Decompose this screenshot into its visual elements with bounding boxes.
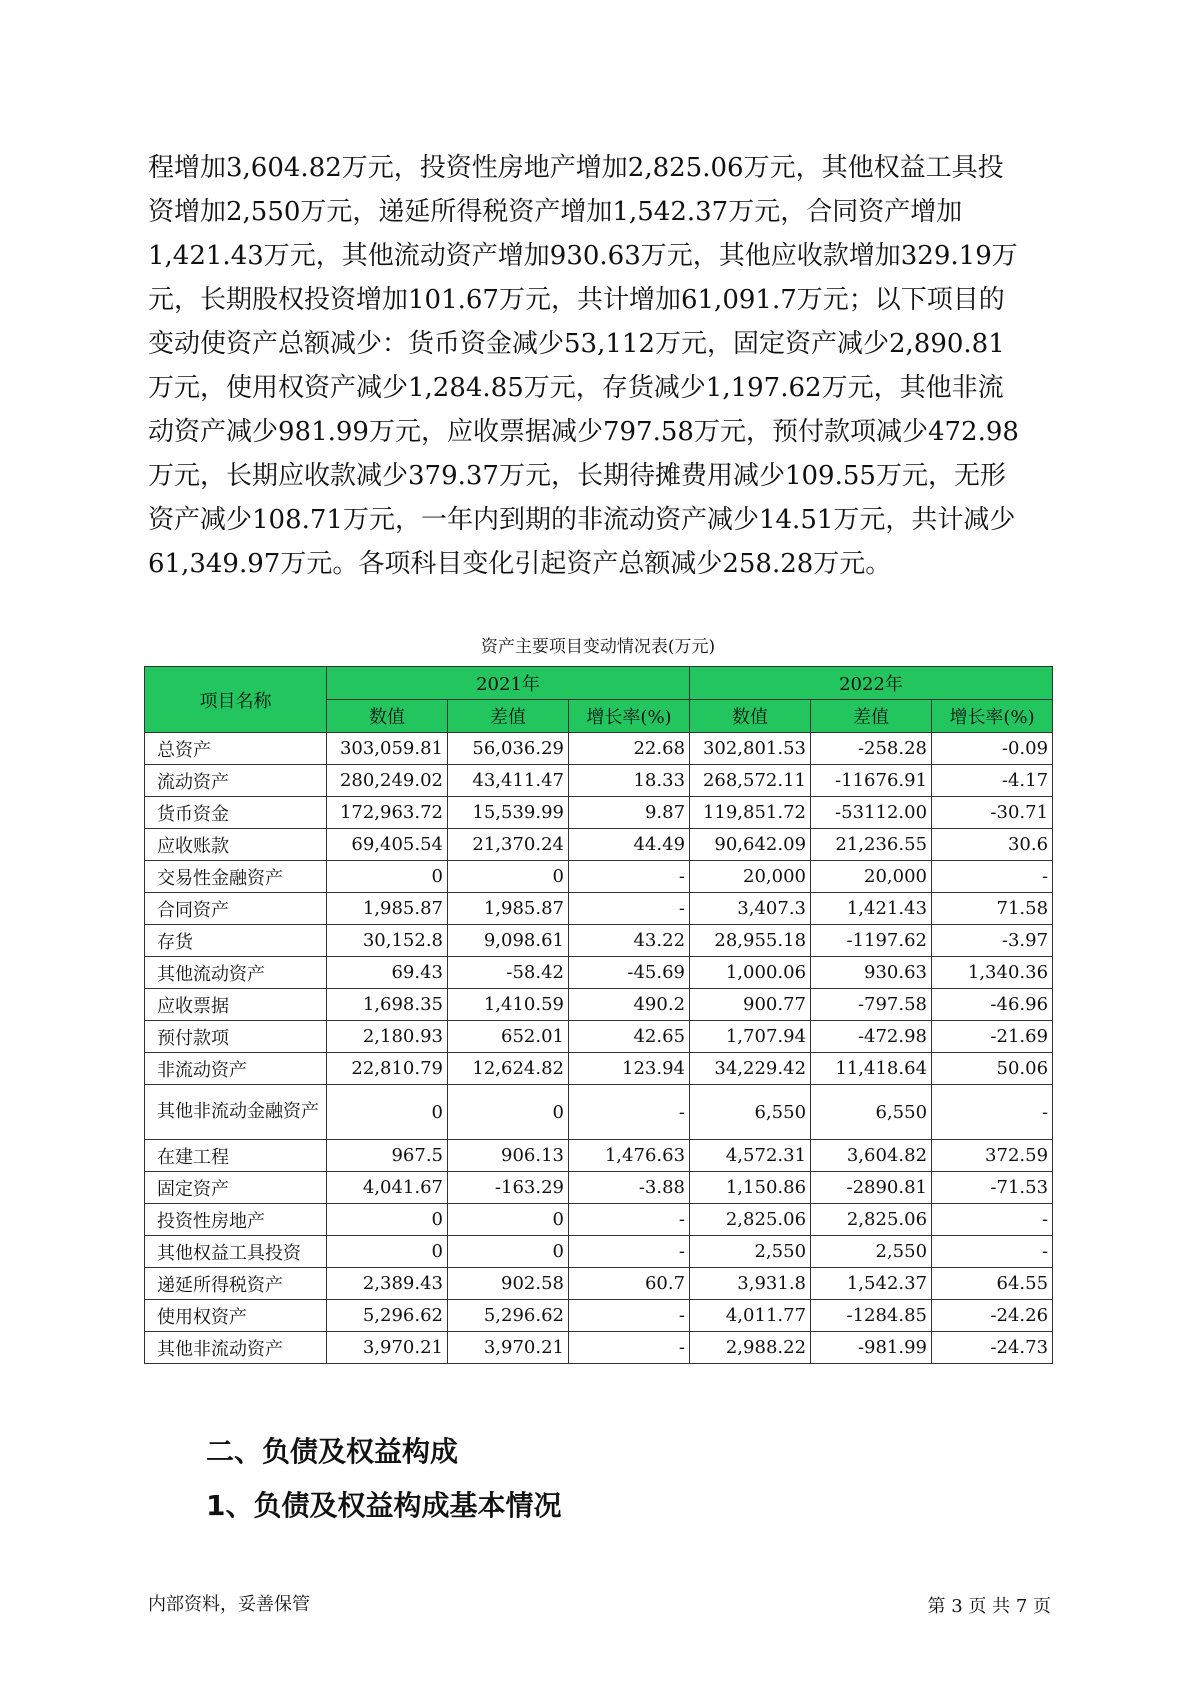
table-cell: 0	[327, 1204, 448, 1236]
table-cell: -1284.85	[811, 1300, 932, 1332]
table-cell: 3,407.3	[690, 893, 811, 925]
table-cell: -	[569, 1204, 690, 1236]
table-cell: 3,604.82	[811, 1140, 932, 1172]
table-cell: -24.26	[932, 1300, 1053, 1332]
row-item-name: 合同资产	[145, 893, 327, 925]
table-cell: 372.59	[932, 1140, 1053, 1172]
table-cell: 18.33	[569, 765, 690, 797]
table-cell: 71.58	[932, 893, 1053, 925]
row-item-name: 应收账款	[145, 829, 327, 861]
table-cell: 56,036.29	[448, 733, 569, 765]
table-cell: 1,707.94	[690, 1021, 811, 1053]
table-cell: 0	[448, 861, 569, 893]
table-cell: 0	[448, 1236, 569, 1268]
paragraph-line: 资增加2,550万元，递延所得税资产增加1,542.37万元，合同资产增加	[148, 197, 963, 227]
table-caption: 资产主要项目变动情况表(万元)	[480, 637, 716, 657]
table-cell: 2,550	[690, 1236, 811, 1268]
table-cell: 172,963.72	[327, 797, 448, 829]
table-cell: -	[569, 1300, 690, 1332]
table-cell: 906.13	[448, 1140, 569, 1172]
row-item-name: 货币资金	[145, 797, 327, 829]
table-cell: 0	[448, 1085, 569, 1140]
table-cell: 1,476.63	[569, 1140, 690, 1172]
table-cell: 15,539.99	[448, 797, 569, 829]
table-cell: 69.43	[327, 957, 448, 989]
table-cell: 30,152.8	[327, 925, 448, 957]
row-item-name: 总资产	[145, 733, 327, 765]
row-item-name: 存货	[145, 925, 327, 957]
table-header	[145, 667, 1053, 733]
row-item-name: 固定资产	[145, 1172, 327, 1204]
table-cell: 2,550	[811, 1236, 932, 1268]
table-cell: -53112.00	[811, 797, 932, 829]
table-row	[145, 1268, 1053, 1300]
table-cell: 9.87	[569, 797, 690, 829]
header-value: 数值	[327, 700, 448, 733]
row-item-name: 交易性金融资产	[145, 861, 327, 893]
table-cell: 930.63	[811, 957, 932, 989]
subsection-heading: 1、负债及权益构成基本情况	[206, 1489, 562, 1522]
table-cell: -	[569, 893, 690, 925]
table-cell: 1,698.35	[327, 989, 448, 1021]
table-cell: 0	[327, 861, 448, 893]
body-paragraph	[148, 146, 1048, 586]
table-cell: 0	[448, 1204, 569, 1236]
paragraph-line: 1,421.43万元，其他流动资产增加930.63万元，其他应收款增加329.19万	[148, 241, 1018, 271]
table-cell: 1,421.43	[811, 893, 932, 925]
table-cell: 902.58	[448, 1268, 569, 1300]
table-cell: 5,296.62	[327, 1300, 448, 1332]
table-cell: 6,550	[690, 1085, 811, 1140]
table-cell: 1,985.87	[327, 893, 448, 925]
footer-page-number: 第 3 页 共 7 页	[927, 1596, 1051, 1617]
table-cell: -	[569, 861, 690, 893]
table-cell: 119,851.72	[690, 797, 811, 829]
table-cell: 1,340.36	[932, 957, 1053, 989]
row-item-name: 应收票据	[145, 989, 327, 1021]
row-item-name: 投资性房地产	[145, 1204, 327, 1236]
table-row	[145, 1236, 1053, 1268]
table-row	[145, 893, 1053, 925]
table-cell: 4,041.67	[327, 1172, 448, 1204]
table-cell: 1,000.06	[690, 957, 811, 989]
header-year-2022: 2022年	[690, 667, 1053, 700]
table-cell: -	[932, 1085, 1053, 1140]
table-row	[145, 1332, 1053, 1364]
table-cell: 280,249.02	[327, 765, 448, 797]
table-cell: -24.73	[932, 1332, 1053, 1364]
table-cell: 2,389.43	[327, 1268, 448, 1300]
header-item-name: 项目名称	[145, 667, 327, 733]
paragraph-line: 元，长期股权投资增加101.67万元，共计增加61,091.7万元；以下项目的	[148, 285, 1005, 315]
table-cell: 90,642.09	[690, 829, 811, 861]
row-item-name: 其他权益工具投资	[145, 1236, 327, 1268]
header-value: 数值	[690, 700, 811, 733]
paragraph-line: 万元，长期应收款减少379.37万元，长期待摊费用减少109.55万元，无形	[148, 461, 1006, 491]
table-cell: 2,825.06	[690, 1204, 811, 1236]
table-cell: -472.98	[811, 1021, 932, 1053]
table-cell: -71.53	[932, 1172, 1053, 1204]
table-cell: 3,970.21	[327, 1332, 448, 1364]
table-cell: 0	[327, 1085, 448, 1140]
table-cell: 20,000	[690, 861, 811, 893]
table-cell: -	[569, 1332, 690, 1364]
paragraph-line: 61,349.97万元。各项科目变化引起资产总额减少258.28万元。	[148, 549, 892, 579]
table-cell: -2890.81	[811, 1172, 932, 1204]
header-difference: 差值	[448, 700, 569, 733]
table-cell: -3.97	[932, 925, 1053, 957]
table-cell: -0.09	[932, 733, 1053, 765]
table-row	[145, 1085, 1053, 1140]
table-cell: 20,000	[811, 861, 932, 893]
table-cell: -797.58	[811, 989, 932, 1021]
paragraph-line: 资产减少108.71万元，一年内到期的非流动资产减少14.51万元，共计减少	[148, 505, 1016, 535]
table-cell: 1,542.37	[811, 1268, 932, 1300]
table-cell: 42.65	[569, 1021, 690, 1053]
table-cell: -163.29	[448, 1172, 569, 1204]
table-row	[145, 765, 1053, 797]
table-row	[145, 1300, 1053, 1332]
paragraph-line: 动资产减少981.99万元，应收票据减少797.58万元，预付款项减少472.98	[148, 417, 1019, 447]
table-cell: -21.69	[932, 1021, 1053, 1053]
row-item-name: 其他非流动资产	[145, 1332, 327, 1364]
table-cell: -	[569, 1085, 690, 1140]
table-cell: 652.01	[448, 1021, 569, 1053]
table-cell: 4,572.31	[690, 1140, 811, 1172]
table-cell: 0	[327, 1236, 448, 1268]
table-cell: 3,970.21	[448, 1332, 569, 1364]
table-cell: 2,825.06	[811, 1204, 932, 1236]
table-cell: 2,988.22	[690, 1332, 811, 1364]
table-cell: 303,059.81	[327, 733, 448, 765]
table-cell: 60.7	[569, 1268, 690, 1300]
table-row	[145, 1204, 1053, 1236]
table-cell: 268,572.11	[690, 765, 811, 797]
asset-change-table	[144, 666, 1053, 1364]
table-cell: -30.71	[932, 797, 1053, 829]
paragraph-line: 万元，使用权资产减少1,284.85万元，存货减少1,197.62万元，其他非流	[148, 373, 1004, 403]
table-row	[145, 1021, 1053, 1053]
header-year-2021: 2021年	[327, 667, 690, 700]
table-row	[145, 1053, 1053, 1085]
table-cell: 1,985.87	[448, 893, 569, 925]
table-cell: 6,550	[811, 1085, 932, 1140]
table-cell: 28,955.18	[690, 925, 811, 957]
table-row	[145, 925, 1053, 957]
row-item-name: 其他非流动金融资产	[145, 1085, 327, 1140]
header-difference: 差值	[811, 700, 932, 733]
table-body	[145, 733, 1053, 1364]
table-row	[145, 989, 1053, 1021]
table-cell: -	[932, 1204, 1053, 1236]
table-cell: 2,180.93	[327, 1021, 448, 1053]
table-row	[145, 1140, 1053, 1172]
row-item-name: 递延所得税资产	[145, 1268, 327, 1300]
table-cell: 123.94	[569, 1053, 690, 1085]
table-cell: 69,405.54	[327, 829, 448, 861]
header-growth-rate: 增长率(%)	[932, 700, 1053, 733]
table-cell: 12,624.82	[448, 1053, 569, 1085]
table-cell: 11,418.64	[811, 1053, 932, 1085]
paragraph-line: 变动使资产总额减少：货币资金减少53,112万元，固定资产减少2,890.81	[148, 329, 1005, 359]
table-cell: -3.88	[569, 1172, 690, 1204]
table-cell: 43,411.47	[448, 765, 569, 797]
table-cell: 34,229.42	[690, 1053, 811, 1085]
table-cell: 64.55	[932, 1268, 1053, 1300]
row-item-name: 在建工程	[145, 1140, 327, 1172]
table-cell: -	[932, 861, 1053, 893]
table-cell: -4.17	[932, 765, 1053, 797]
table-cell: 44.49	[569, 829, 690, 861]
row-item-name: 流动资产	[145, 765, 327, 797]
row-item-name: 预付款项	[145, 1021, 327, 1053]
table-cell: 490.2	[569, 989, 690, 1021]
table-row	[145, 733, 1053, 765]
table-cell: 3,931.8	[690, 1268, 811, 1300]
table-cell: 1,150.86	[690, 1172, 811, 1204]
table-cell: 5,296.62	[448, 1300, 569, 1332]
table-row	[145, 797, 1053, 829]
row-item-name: 非流动资产	[145, 1053, 327, 1085]
row-item-name: 使用权资产	[145, 1300, 327, 1332]
table-cell: 967.5	[327, 1140, 448, 1172]
table-cell: 22,810.79	[327, 1053, 448, 1085]
table-cell: 30.6	[932, 829, 1053, 861]
paragraph-line: 程增加3,604.82万元，投资性房地产增加2,825.06万元，其他权益工具投	[148, 153, 1004, 183]
table-cell: -	[569, 1236, 690, 1268]
table-row	[145, 829, 1053, 861]
row-item-name: 其他流动资产	[145, 957, 327, 989]
table-row	[145, 861, 1053, 893]
table-cell: 4,011.77	[690, 1300, 811, 1332]
table-cell: 9,098.61	[448, 925, 569, 957]
table-cell: -58.42	[448, 957, 569, 989]
table-cell: 900.77	[690, 989, 811, 1021]
table-cell: -258.28	[811, 733, 932, 765]
header-growth-rate: 增长率(%)	[569, 700, 690, 733]
table-row	[145, 1172, 1053, 1204]
table-cell: 21,370.24	[448, 829, 569, 861]
table-row	[145, 957, 1053, 989]
table-cell: -46.96	[932, 989, 1053, 1021]
table-cell: 50.06	[932, 1053, 1053, 1085]
table-cell: 22.68	[569, 733, 690, 765]
footer-confidential-note: 内部资料，妥善保管	[148, 1594, 310, 1615]
table-cell: 43.22	[569, 925, 690, 957]
table-cell: 21,236.55	[811, 829, 932, 861]
table-cell: -	[932, 1236, 1053, 1268]
table-cell: 302,801.53	[690, 733, 811, 765]
table-cell: -1197.62	[811, 925, 932, 957]
table-cell: -981.99	[811, 1332, 932, 1364]
section-heading: 二、负债及权益构成	[206, 1435, 459, 1468]
table-cell: 1,410.59	[448, 989, 569, 1021]
table-cell: -45.69	[569, 957, 690, 989]
table-cell: -11676.91	[811, 765, 932, 797]
